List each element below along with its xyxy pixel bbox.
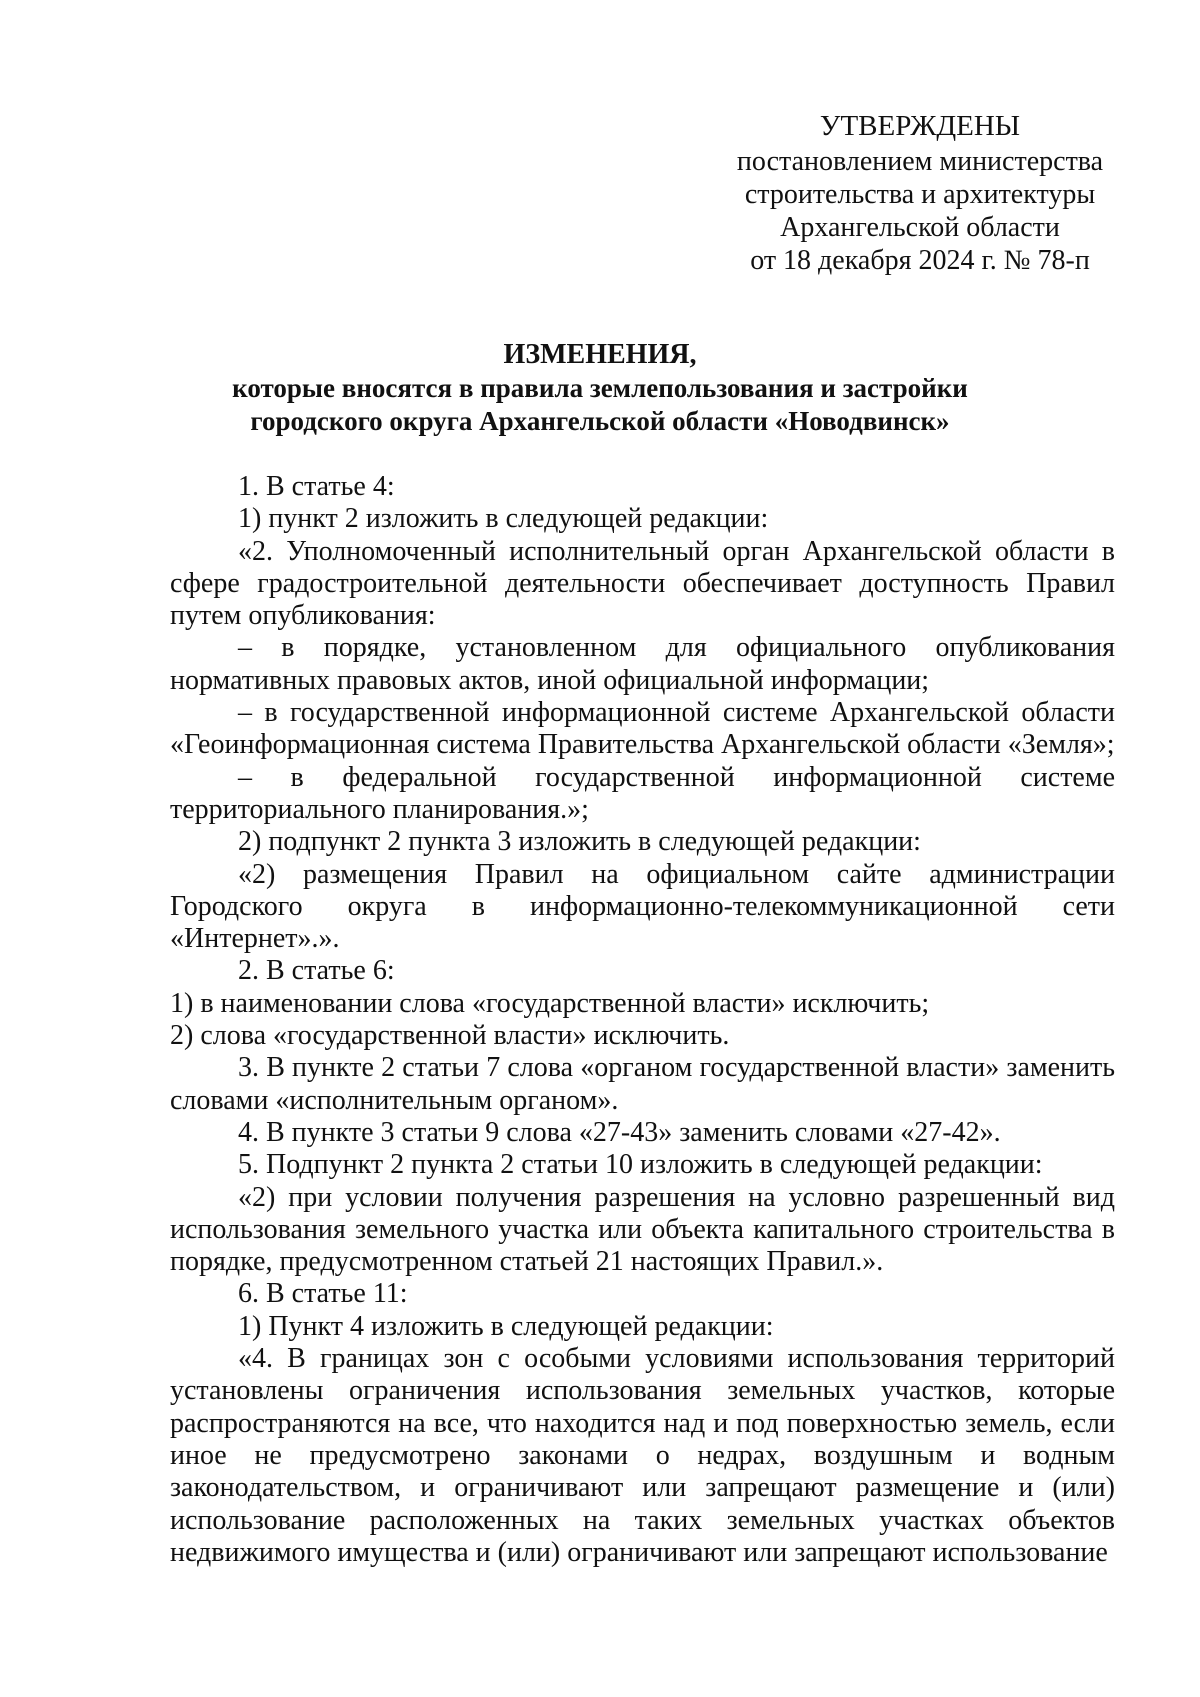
document-title xyxy=(120,338,1080,438)
approval-heading: УТВЕРЖДЕНЫ xyxy=(819,110,1021,142)
paragraph: «2) при условии получения разрешения на условно разрешенный вид использования земельного участка или объекта капитального строительства в порядке, предусмотренном статьей 21 настоящих Правил.». xyxy=(170,1181,1115,1278)
paragraph: «4. В границах зон с особыми условиями использования территорий установлены ограничения использования земельных участков, которые распространяются на все, что находится над и под поверхностью земель, если иное не предусмотрено законами о недрах, воздушным и водным законодательством, и ограничивают или запрещают размещение и (или) использование расположенных на таких земельных участках объектов недвижимого имущества и (или) ограничивают или запрещают использование xyxy=(170,1343,1115,1568)
approval-stamp xyxy=(730,110,1110,277)
paragraph: 1. В статье 4: xyxy=(238,471,395,502)
title-subline: городского округа Архангельской области «Новодвинск» xyxy=(250,406,950,436)
paragraph: – в порядке, установленном для официального опубликования нормативных правовых актов, иной официальной информации; xyxy=(170,632,1115,696)
paragraph: 6. В статье 11: xyxy=(238,1278,408,1310)
approval-line: постановлением министерства xyxy=(736,146,1104,177)
approval-date-number: от 18 декабря 2024 г. № 78-п xyxy=(750,245,1090,276)
document-body xyxy=(170,471,1115,1569)
title-subline: которые вносятся в правила землепользования и застройки xyxy=(232,373,968,403)
paragraph: 2. В статье 6: xyxy=(238,955,395,987)
paragraph: 1) Пункт 4 изложить в следующей редакции: xyxy=(238,1310,774,1342)
paragraph: 4. В пункте 3 статьи 9 слова «27-43» заменить словами «27-42». xyxy=(238,1116,1001,1148)
paragraph: 3. В пункте 2 статьи 7 слова «органом государственной власти» заменить словами «исполнительным органом». xyxy=(170,1052,1115,1116)
paragraph: 1) в наименовании слова «государственной власти» исключить; xyxy=(170,987,930,1019)
title-main: ИЗМЕНЕНИЯ, xyxy=(503,339,697,370)
paragraph: «2. Уполномоченный исполнительный орган Архангельской области в сфере градостроительной деятельности обеспечивает доступность Правил путем опубликования: xyxy=(170,535,1115,632)
paragraph: «2) размещения Правил на официальном сайте администрации Городского округа в информационно-телекоммуникационной сети «Интернет».». xyxy=(170,858,1115,955)
paragraph: 1) пункт 2 изложить в следующей редакции: xyxy=(238,503,769,535)
paragraph: 2) подпункт 2 пункта 3 изложить в следующей редакции: xyxy=(238,826,921,858)
paragraph: 2) слова «государственной власти» исключить. xyxy=(170,1020,730,1052)
paragraph: 5. Подпункт 2 пункта 2 статьи 10 изложить в следующей редакции: xyxy=(238,1149,1043,1181)
paragraph: – в федеральной государственной информационной системе территориального планирования.»; xyxy=(170,761,1115,825)
paragraph: – в государственной информационной системе Архангельской области «Геоинформационная система Правительства Архангельской области «Земля»; xyxy=(170,697,1115,761)
approval-line: строительства и архитектуры xyxy=(744,179,1096,210)
approval-line: Архангельской области xyxy=(780,212,1060,243)
